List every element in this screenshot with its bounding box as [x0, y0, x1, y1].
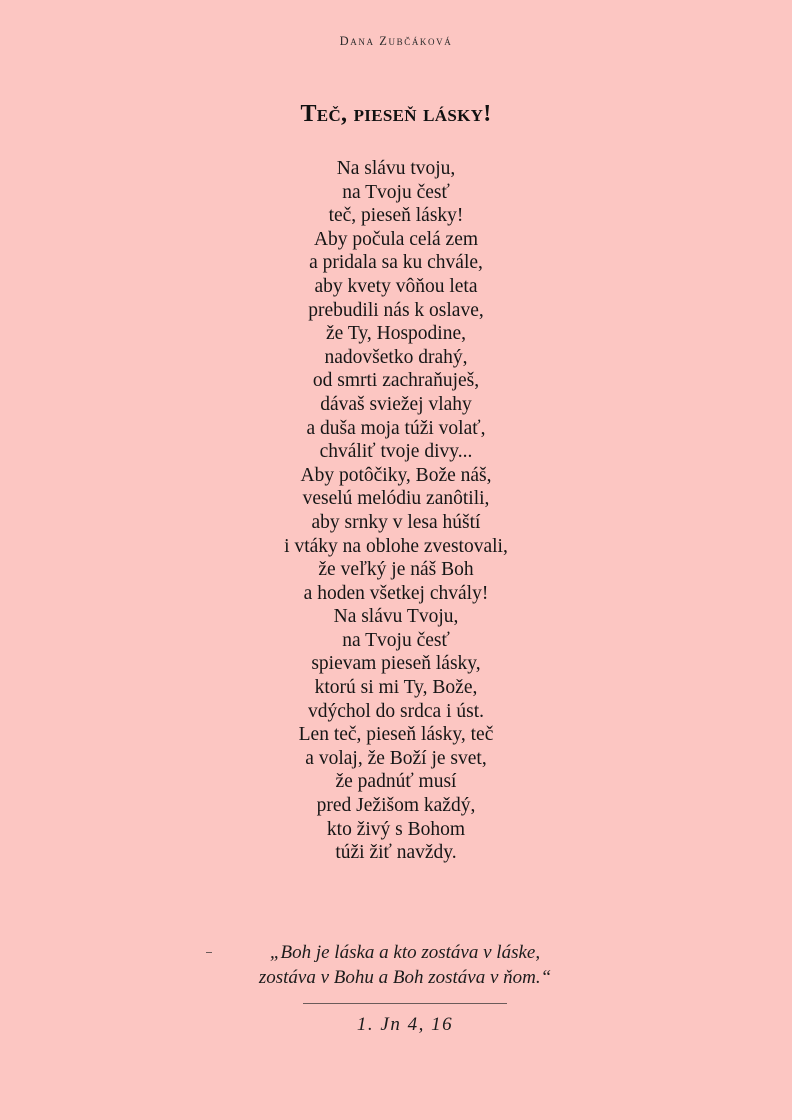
poem-line: Na slávu tvoju, [336, 158, 456, 179]
poem-line: ktorú si mi Ty, Bože, [314, 677, 478, 699]
poem-line: na Tvoju česť [342, 629, 450, 651]
poem-line: na Tvoju česť [342, 181, 450, 203]
poem-line: spievam pieseň lásky, [311, 653, 481, 675]
poem-line: kto živý s Bohom [326, 818, 466, 840]
poem-line: že veľký je náš Boh [318, 559, 474, 581]
poem-line: veselú melódiu zanôtili, [302, 488, 490, 510]
poem-line: a volaj, že Boží je svet, [305, 747, 487, 769]
poem-line: pred Ježišom každý, [316, 795, 476, 817]
bible-quote [0, 940, 792, 990]
poem-line: Aby počula celá zem [313, 228, 479, 250]
poem-line: od smrti zachraňuješ, [312, 370, 480, 392]
poem-line: prebudili nás k oslave, [308, 299, 484, 321]
quote-reference: 1. Jn 4, 16 [356, 1014, 454, 1035]
poem-line: Len teč, pieseň lásky, teč [298, 724, 494, 746]
poem-title: Teč, pieseň lásky! [300, 101, 492, 127]
poem-line: nadovšetko drahý, [324, 346, 468, 368]
poem-line: Na slávu Tvoju, [333, 606, 459, 628]
poem-line: a hoden všetkej chvály! [303, 582, 489, 604]
poem-line: dávaš sviežej vlahy [320, 393, 472, 415]
quote-line-1: „Boh je láska a kto zostáva v láske, [269, 942, 541, 963]
poem-line: teč, pieseň lásky! [328, 205, 464, 227]
poem-line: i vtáky na oblohe zvestovali, [284, 535, 508, 557]
quote-line-2: zostáva v Bohu a Boh zostáva v ňom.“ [258, 967, 552, 988]
poem-body [0, 157, 792, 865]
poem-line: a pridala sa ku chvále, [309, 252, 483, 274]
poem-line: aby srnky v lesa húští [311, 511, 481, 533]
quote-divider [303, 1003, 507, 1004]
poem-line: vdýchol do srdca i úst. [307, 700, 484, 722]
poem-line: chváliť tvoje divy... [319, 441, 473, 463]
poem-line: Aby potôčiky, Bože náš, [300, 464, 492, 486]
poem-line: a duša moja túži volať, [306, 417, 486, 439]
poem-line: že padnúť musí [335, 771, 457, 793]
poem-line: aby kvety vôňou leta [314, 275, 478, 297]
poem-line: túži žiť navždy. [335, 842, 457, 864]
author-name: Dana Zubčáková [339, 34, 453, 48]
poem-line: že Ty, Hospodine, [326, 323, 466, 345]
